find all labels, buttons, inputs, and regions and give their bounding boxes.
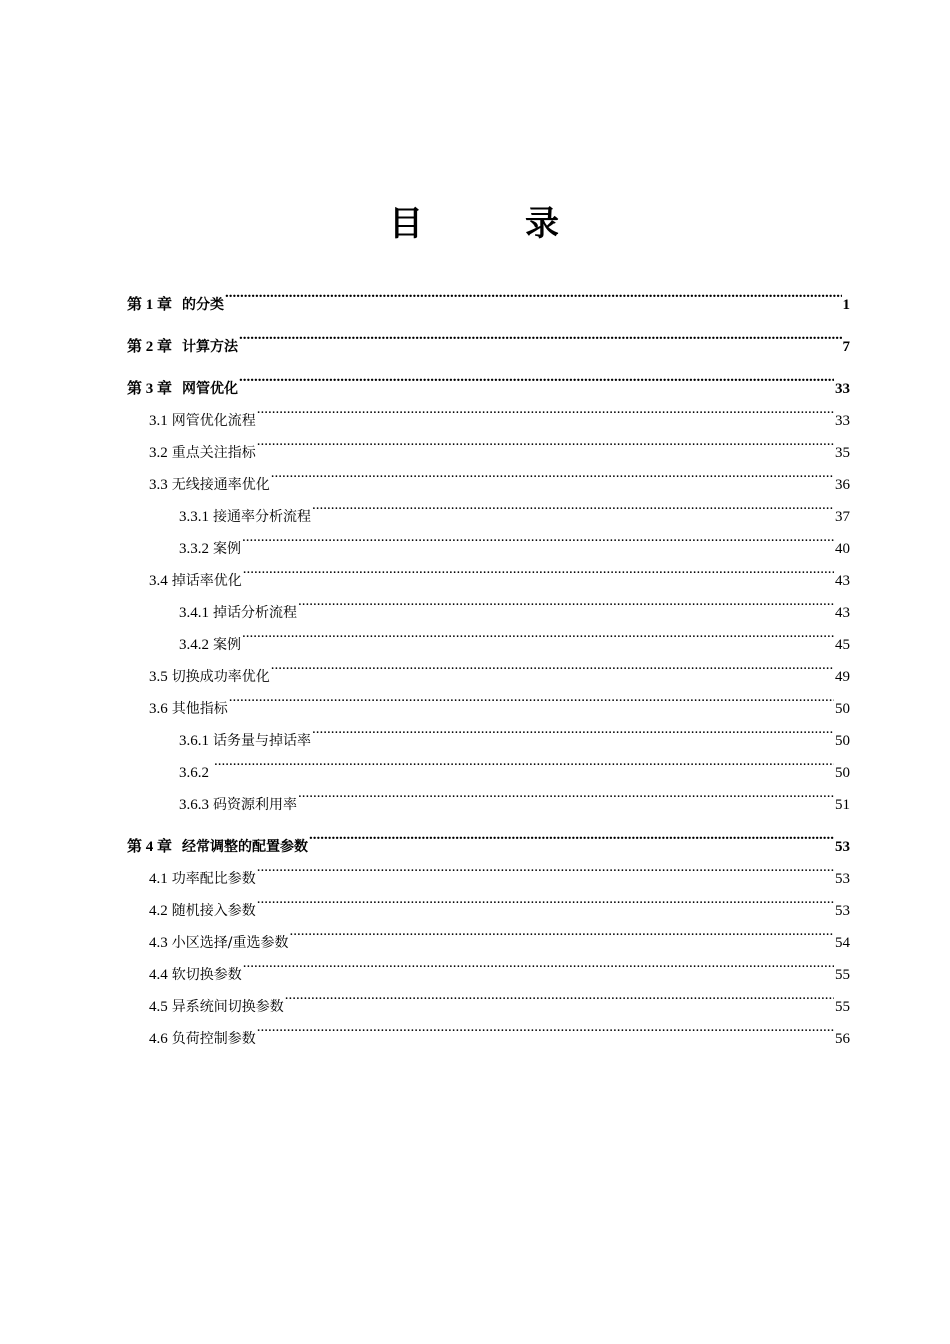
toc-entry-3-6-3[interactable] [127, 777, 850, 813]
toc-title: 目 录 [389, 204, 593, 244]
toc-entry-page: 49 [835, 669, 850, 685]
dot-leader [242, 617, 834, 649]
toc-entry-number: 3.3 [149, 477, 168, 493]
toc-entry-number: 第 3 章 [127, 381, 173, 397]
toc-entry-number: 第 1 章 [127, 297, 173, 313]
toc-entry-chapter-2[interactable] [127, 319, 850, 355]
toc-entry-page: 54 [835, 935, 850, 951]
toc-entry-page: 33 [835, 381, 850, 397]
dot-leader [285, 979, 834, 1011]
toc-entry-page: 50 [835, 701, 850, 717]
dot-leader [243, 553, 834, 585]
toc-entry-page: 50 [835, 765, 850, 781]
toc-entry-page: 55 [835, 999, 850, 1015]
toc-entry-label: 切换成功率优化 [171, 669, 270, 685]
toc-entry-page: 36 [835, 477, 850, 493]
toc-entry-number: 3.6.2 [179, 765, 209, 781]
toc-entry-page: 7 [842, 339, 850, 355]
toc-entry-label: 码资源利用率 [213, 797, 297, 813]
dot-leader [214, 745, 834, 777]
toc-entry-number: 4.2 [149, 903, 168, 919]
dot-leader [298, 585, 834, 617]
toc-entry-page: 43 [835, 605, 850, 621]
toc-entry-label: 掉话分析流程 [213, 605, 297, 621]
toc-entry-label: 软切换参数 [171, 967, 242, 983]
toc-entry-chapter-3[interactable] [127, 361, 850, 397]
toc-entry-number: 3.3.2 [179, 541, 209, 557]
toc-entry-number: 3.6 [149, 701, 168, 717]
dot-leader [257, 851, 834, 883]
toc-entry-page: 55 [835, 967, 850, 983]
dot-leader [289, 915, 834, 947]
toc-entry-page: 35 [835, 445, 850, 461]
toc-entry-label: 计算方法 [182, 339, 239, 355]
toc-entry-chapter-1[interactable] [127, 277, 850, 313]
dot-leader [312, 713, 834, 745]
toc-entry-number: 3.5 [149, 669, 168, 685]
toc-entry-number: 4.5 [149, 999, 168, 1015]
toc-entry-number: 4.4 [149, 967, 168, 983]
toc-entry-label: 重点关注指标 [171, 445, 256, 461]
toc-entry-3-6-1[interactable] [127, 713, 850, 749]
toc-entry-label: 随机接入参数 [171, 903, 256, 919]
toc-entry-label: 网管优化流程 [171, 413, 256, 429]
dot-leader [229, 681, 834, 713]
toc-entry-page: 53 [835, 903, 850, 919]
toc-entry-number: 第 4 章 [127, 839, 173, 855]
toc-entry-page: 50 [835, 733, 850, 749]
dot-leader [271, 457, 834, 489]
toc-entry-chapter-4[interactable] [127, 819, 850, 855]
toc-entry-page: 43 [835, 573, 850, 589]
dot-leader [239, 361, 834, 393]
toc-entry-page: 53 [835, 871, 850, 887]
dot-leader [298, 777, 834, 809]
toc-entry-label: 掉话率优化 [171, 573, 242, 589]
toc-entry-label: 功率配比参数 [171, 871, 256, 887]
toc-entry-3-6-2[interactable] [127, 745, 850, 781]
dot-leader [257, 1011, 834, 1043]
dot-leader [225, 277, 841, 309]
toc-entry-number: 3.4 [149, 573, 168, 589]
toc-entry-page: 37 [835, 509, 850, 525]
toc-entry-label: 无线接通率优化 [171, 477, 270, 493]
toc-entry-label: 网管优化 [182, 381, 239, 397]
dot-leader [257, 425, 834, 457]
toc-entry-number: 3.3.1 [179, 509, 209, 525]
dot-leader [312, 489, 834, 521]
toc-entry-number: 3.6.3 [179, 797, 209, 813]
toc-entry-number: 3.4.2 [179, 637, 209, 653]
toc-entry-label: 话务量与掉话率 [213, 733, 311, 749]
toc-entry-label: 负荷控制参数 [171, 1031, 256, 1047]
toc-entry-page: 53 [835, 839, 850, 855]
toc-entry-3-6[interactable] [127, 681, 850, 717]
toc-entry-label: 经常调整的配置参数 [182, 839, 309, 855]
toc-entry-page: 1 [842, 297, 850, 313]
dot-leader [257, 393, 834, 425]
dot-leader [271, 649, 834, 681]
toc-entry-label: 其他指标 [171, 701, 228, 717]
dot-leader [239, 319, 841, 351]
toc-entry-number: 4.3 [149, 935, 168, 951]
toc-entry-number: 4.1 [149, 871, 168, 887]
dot-leader [243, 947, 834, 979]
toc-entry-number: 4.6 [149, 1031, 168, 1047]
toc-entry-page: 33 [835, 413, 850, 429]
toc-entry-number: 3.4.1 [179, 605, 209, 621]
toc-entry-label: 案例 [213, 541, 241, 557]
toc-entry-number: 3.1 [149, 413, 168, 429]
toc-entry-page: 40 [835, 541, 850, 557]
toc-entry-page: 45 [835, 637, 850, 653]
toc-entry-number: 3.6.1 [179, 733, 209, 749]
toc-list [127, 277, 850, 1047]
toc-entry-label: 的分类 [182, 297, 225, 313]
toc-entry-label: 异系统间切换参数 [171, 999, 284, 1015]
dot-leader [242, 521, 834, 553]
toc-entry-label: 接通率分析流程 [213, 509, 311, 525]
dot-leader [309, 819, 834, 851]
toc-entry-number: 第 2 章 [127, 339, 173, 355]
toc-entry-label: 小区选择/重选参数 [171, 935, 289, 951]
dot-leader [257, 883, 834, 915]
toc-entry-page: 51 [835, 797, 850, 813]
toc-entry-label: 案例 [213, 637, 241, 653]
toc-entry-number: 3.2 [149, 445, 168, 461]
toc-entry-page: 56 [835, 1031, 850, 1047]
